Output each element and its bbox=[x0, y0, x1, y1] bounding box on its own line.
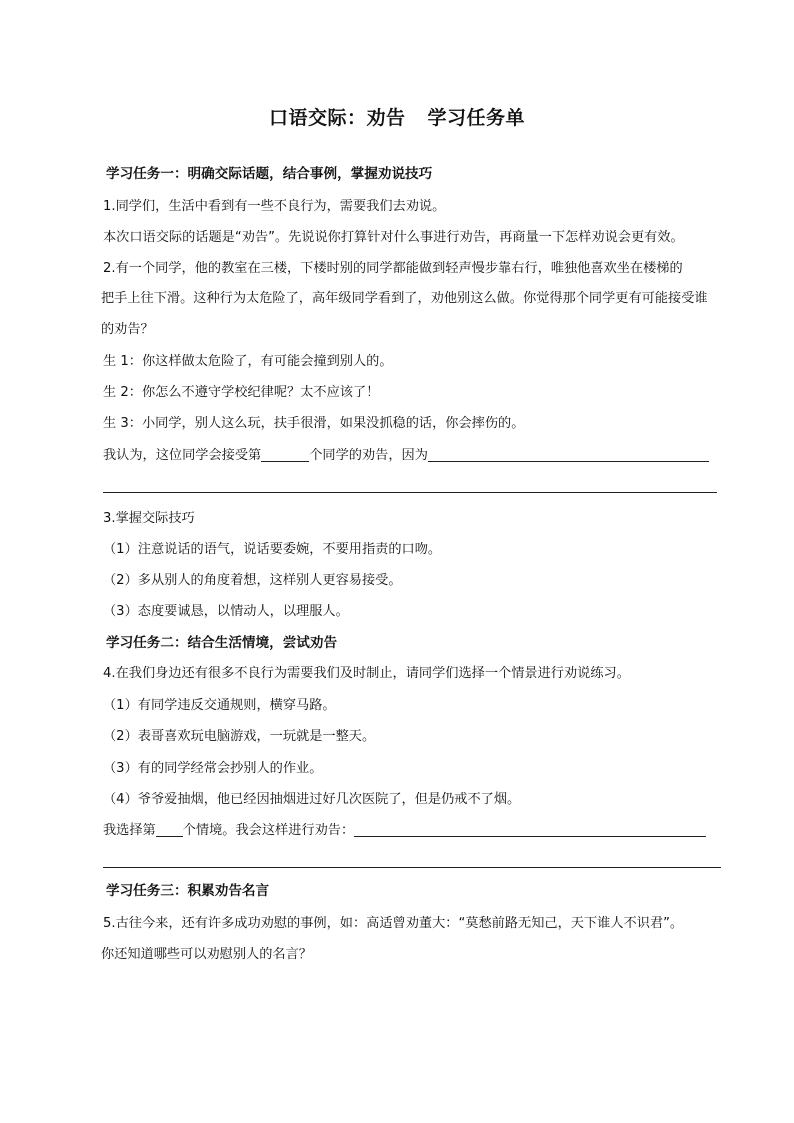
answer-blank-number[interactable] bbox=[261, 447, 309, 462]
answer-prompt-a: 我认为，这位同学会接受第 bbox=[103, 448, 262, 463]
student-2-quote: 生 2：你怎么不遵守学校纪律呢？太不应该了！ bbox=[103, 385, 380, 400]
scenario-3: （3）有的同学经常会抄别人的作业。 bbox=[103, 761, 323, 776]
scenario-1: （1）有同学违反交通规则，横穿马路。 bbox=[103, 698, 336, 713]
question-2-line-3: 的劝告？ bbox=[101, 322, 154, 337]
choose-blank-advice[interactable] bbox=[354, 822, 706, 837]
question-1-line-1: 1.同学们，生活中看到有一些不良行为，需要我们去劝说。 bbox=[103, 199, 446, 214]
title-topic: 口语交际：劝告 bbox=[268, 107, 406, 129]
question-2-line-2: 把手上往下滑。这种行为太危险了，高年级同学看到了，劝他别这么做。你觉得那个同学更有可能接受谁 bbox=[101, 291, 708, 306]
tip-3: （3）态度要诚恳，以情动人，以理服人。 bbox=[103, 604, 349, 619]
choose-blank-advice-continued[interactable] bbox=[103, 867, 721, 868]
student-1-quote: 生 1：你这样做太危险了，有可能会撞到别人的。 bbox=[103, 354, 393, 369]
choose-line bbox=[103, 822, 706, 840]
question-5-line-1: 5.古往今来，还有许多成功劝慰的事例，如：高适曾劝董大：“莫愁前路无知己，天下谁人不识君”。 bbox=[103, 916, 684, 931]
scenario-4: （4）爷爷爱抽烟，他已经因抽烟进过好几次医院了，但是仍戒不了烟。 bbox=[103, 792, 521, 807]
answer-blank-reason[interactable] bbox=[428, 447, 709, 462]
answer-blank-reason-continued[interactable] bbox=[103, 492, 717, 493]
answer-line-1 bbox=[103, 447, 709, 465]
question-5-line-2: 你还知道哪些可以劝慰别人的名言？ bbox=[101, 947, 312, 962]
choose-prompt-b: 个情境。我会这样进行劝告： bbox=[182, 823, 355, 838]
question-4: 4.在我们身边还有很多不良行为需要我们及时制止，请同学们选择一个情景进行劝说练习。 bbox=[103, 666, 630, 681]
question-1-line-2: 本次口语交际的话题是“劝告”。先说说你打算针对什么事进行劝告，再商量一下怎样劝说会更有效。 bbox=[103, 230, 684, 245]
student-3-quote: 生 3：小同学，别人这么玩，扶手很滑，如果没抓稳的话，你会摔伤的。 bbox=[103, 416, 525, 431]
task1-heading: 学习任务一：明确交际话题，结合事例，掌握劝说技巧 bbox=[106, 166, 433, 182]
choose-blank-number[interactable] bbox=[156, 822, 183, 837]
choose-prompt-a: 我选择第 bbox=[103, 823, 156, 838]
task2-heading: 学习任务二：结合生活情境，尝试劝告 bbox=[106, 635, 338, 651]
scenario-2: （2）表哥喜欢玩电脑游戏，一玩就是一整天。 bbox=[103, 729, 376, 744]
question-3-title: 3.掌握交际技巧 bbox=[103, 511, 195, 526]
question-2-line-1: 2.有一个同学，他的教室在三楼，下楼时别的同学都能做到轻声慢步靠右行，唯独他喜欢坐在楼梯的 bbox=[103, 261, 683, 276]
title-subtitle: 学习任务单 bbox=[427, 107, 526, 129]
tip-2: （2）多从别人的角度着想，这样别人更容易接受。 bbox=[103, 573, 402, 588]
tip-1: （1）注意说话的语气，说话要委婉，不要用指责的口吻。 bbox=[103, 542, 442, 557]
answer-prompt-b: 个同学的劝告，因为 bbox=[309, 448, 428, 463]
page-title bbox=[0, 103, 794, 130]
task3-heading: 学习任务三：积累劝告名言 bbox=[106, 883, 270, 899]
